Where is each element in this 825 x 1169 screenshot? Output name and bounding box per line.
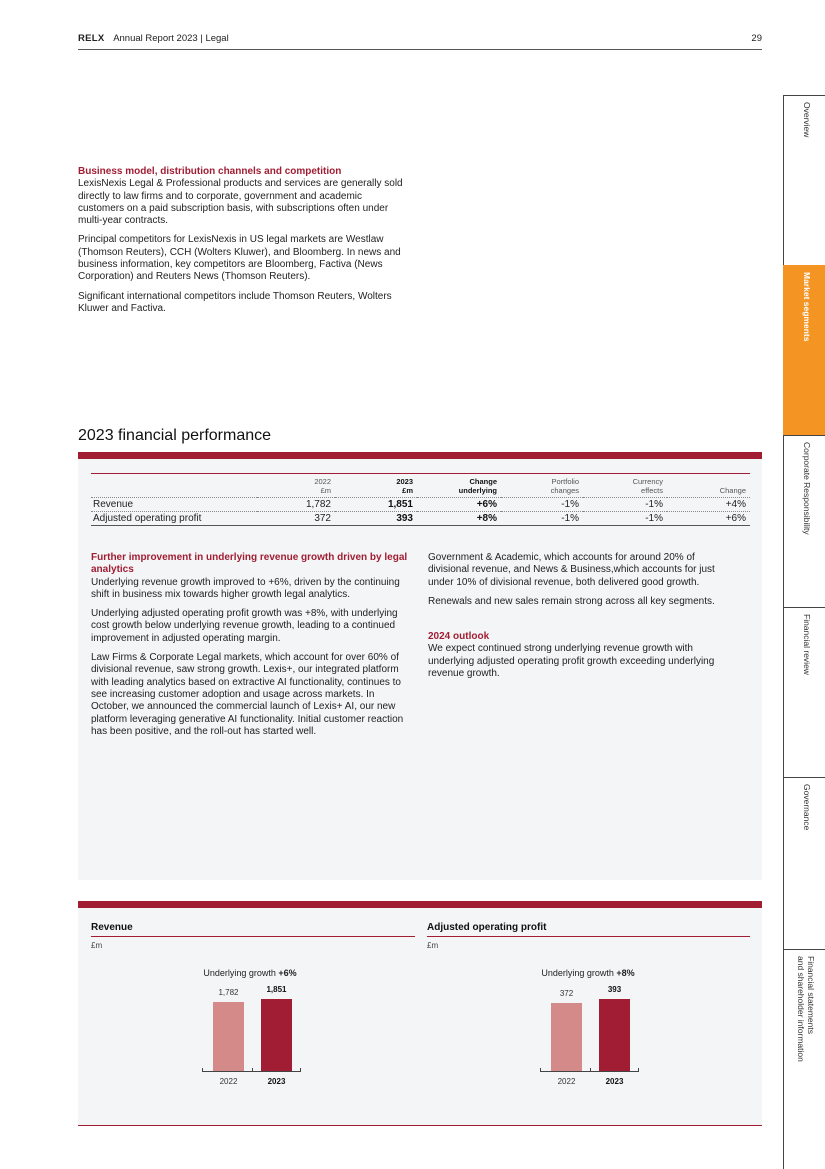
value-label-2022: 1,782 bbox=[218, 988, 239, 997]
cell-underlying: +6% bbox=[417, 498, 501, 512]
profit-chart-title: Adjusted operating profit bbox=[427, 922, 750, 937]
tab-financial-review[interactable] bbox=[783, 607, 825, 778]
revenue-chart-header bbox=[91, 922, 415, 950]
revenue-chart-title: Revenue bbox=[91, 922, 415, 937]
tab-corporate-responsibility[interactable] bbox=[783, 435, 825, 608]
profit-chart-unit: £m bbox=[427, 941, 439, 950]
business-paragraph-1: LexisNexis Legal & Professional products and services are generally sold directly to law firms and to corporate, government and academic customers on a paid subscription basis, with subscriptions often under multi-year contracts. bbox=[78, 178, 403, 227]
col-2022: 2022 £m bbox=[257, 474, 335, 498]
commentary-paragraph-2: Underlying adjusted operating profit growth was +8%, with underlying cost growth below underlying revenue growth, leading to a continued improvement in adjusted operating margin. bbox=[91, 608, 398, 644]
cell-change: +4% bbox=[667, 498, 750, 512]
commentary-left bbox=[91, 552, 409, 745]
business-model-text bbox=[78, 178, 408, 315]
table-header-row bbox=[91, 474, 750, 498]
table-header-blank bbox=[91, 474, 257, 498]
tab-financial-statements[interactable] bbox=[783, 949, 825, 1169]
cell-currency: -1% bbox=[583, 498, 667, 512]
category-label-2022: 2022 bbox=[557, 1077, 576, 1086]
financial-performance-title-wrap bbox=[78, 427, 271, 445]
cell-2023: 1,851 bbox=[335, 498, 417, 512]
profit-growth-value: +8% bbox=[616, 968, 635, 978]
tab-governance-label: Governance bbox=[802, 784, 812, 831]
commentary-heading: Further improvement in underlying revenue growth driven by legal analytics bbox=[91, 552, 408, 576]
business-paragraph-3: Significant international competitors include Thomson Reuters, Wolters Kluwer and Factiva. bbox=[78, 290, 392, 314]
cell-2023: 393 bbox=[335, 512, 417, 526]
bar-2023 bbox=[599, 999, 630, 1071]
business-paragraph-2: Principal competitors for LexisNexis in US legal markets are Westlaw (Thomson Reuters), CCH (Wolters Kluwer), and Bloomberg. In news and business information, key competitors are Bloomberg, Factiva (News Corporation) and Reuters News (Thomson Reuters). bbox=[78, 234, 401, 283]
cell-portfolio: -1% bbox=[501, 498, 583, 512]
revenue-growth-value: +6% bbox=[278, 968, 297, 978]
cell-2022: 372 bbox=[257, 512, 335, 526]
page-header bbox=[78, 33, 762, 50]
report-subtitle: Annual Report 2023 | Legal bbox=[113, 33, 229, 44]
financial-table bbox=[91, 473, 750, 526]
revenue-growth-prefix: Underlying growth bbox=[203, 968, 279, 978]
commentary-paragraph-1: Underlying revenue growth improved to +6%, driven by the continuing shift in business mix towards higher growth legal analytics. bbox=[91, 576, 400, 600]
profit-growth-note bbox=[488, 968, 688, 978]
col-portfolio-changes: Portfolio changes bbox=[501, 474, 583, 498]
commentary-paragraph-5: Renewals and new sales remain strong across all key segments. bbox=[428, 595, 715, 607]
charts-top-bar bbox=[78, 901, 762, 908]
x-axis-tick bbox=[590, 1068, 591, 1072]
tab-market-segments[interactable] bbox=[783, 265, 825, 436]
bar-2023 bbox=[261, 999, 292, 1071]
tab-corporate-responsibility-label: Corporate Responsibility bbox=[802, 442, 812, 535]
outlook-text: We expect continued strong underlying revenue growth with underlying adjusted operating profit growth exceeding underlying revenue growth. bbox=[428, 643, 715, 680]
category-label-2023: 2023 bbox=[267, 1077, 286, 1086]
tab-overview-label: Overview bbox=[802, 102, 812, 138]
tab-overview[interactable] bbox=[783, 95, 825, 266]
x-axis-tick bbox=[638, 1068, 639, 1072]
tab-financial-statements-line1: Financial statements bbox=[806, 956, 816, 1034]
col-currency-effects: Currency effects bbox=[583, 474, 667, 498]
brand-name: RELX bbox=[78, 33, 105, 44]
commentary-right-text bbox=[428, 552, 738, 608]
revenue-bar-chart bbox=[198, 985, 308, 1090]
col-change-underlying: Change underlying bbox=[417, 474, 501, 498]
category-label-2022: 2022 bbox=[219, 1077, 238, 1086]
x-axis-tick bbox=[252, 1068, 253, 1072]
outlook-heading: 2024 outlook bbox=[428, 631, 490, 643]
table-row bbox=[91, 512, 750, 526]
x-axis-tick bbox=[540, 1068, 541, 1072]
cell-underlying: +8% bbox=[417, 512, 501, 526]
revenue-growth-note bbox=[150, 968, 350, 978]
category-label-2023: 2023 bbox=[605, 1077, 624, 1086]
bar-2022 bbox=[551, 1003, 582, 1071]
commentary-right bbox=[428, 552, 738, 680]
value-label-2023: 393 bbox=[607, 985, 622, 994]
panel-top-bar bbox=[78, 452, 762, 459]
cell-2022: 1,782 bbox=[257, 498, 335, 512]
value-label-2022: 372 bbox=[559, 989, 574, 998]
x-axis-tick bbox=[300, 1068, 301, 1072]
revenue-chart-unit: £m bbox=[91, 941, 103, 950]
x-axis-tick bbox=[202, 1068, 203, 1072]
cell-currency: -1% bbox=[583, 512, 667, 526]
tab-financial-statements-line2: and shareholder information bbox=[796, 956, 806, 1062]
row-label: Adjusted operating profit bbox=[91, 512, 257, 526]
row-label: Revenue bbox=[91, 498, 257, 512]
page-number: 29 bbox=[751, 33, 762, 44]
financial-performance-title: 2023 financial performance bbox=[78, 427, 272, 444]
tab-governance[interactable] bbox=[783, 777, 825, 950]
bottom-rule bbox=[78, 1125, 762, 1126]
value-label-2023: 1,851 bbox=[266, 985, 287, 994]
cell-change: +6% bbox=[667, 512, 750, 526]
col-change: Change bbox=[667, 474, 750, 498]
commentary-paragraph-4: Government & Academic, which accounts for around 20% of divisional revenue, and News & Business,which accounts for just under 10% of divisional revenue, both delivered good growth. bbox=[428, 552, 715, 588]
commentary-left-text bbox=[91, 577, 409, 739]
tab-financial-review-label: Financial review bbox=[802, 614, 812, 675]
bar-2022 bbox=[213, 1002, 244, 1071]
profit-chart-header bbox=[427, 922, 750, 950]
profit-bar-chart bbox=[536, 985, 646, 1090]
tab-market-segments-label: Market segments bbox=[802, 272, 812, 342]
business-model-section bbox=[78, 166, 408, 322]
table-row bbox=[91, 498, 750, 512]
col-2023: 2023 £m bbox=[335, 474, 417, 498]
business-model-heading: Business model, distribution channels and competition bbox=[78, 166, 342, 177]
cell-portfolio: -1% bbox=[501, 512, 583, 526]
commentary-paragraph-3: Law Firms & Corporate Legal markets, which account for over 60% of divisional revenue, saw strong growth. Lexis+, our integrated platform with leading analytics based on extractive AI functionality, continues to see increasing customer adoption and usage across markets. In October, we announced the commercial launch of Lexis+ AI, our new platform leveraging generative AI functionality. Initial customer reaction has been positive, and the roll-out has started well. bbox=[91, 652, 404, 737]
profit-growth-prefix: Underlying growth bbox=[541, 968, 617, 978]
tab-financial-statements-label bbox=[796, 956, 816, 1062]
